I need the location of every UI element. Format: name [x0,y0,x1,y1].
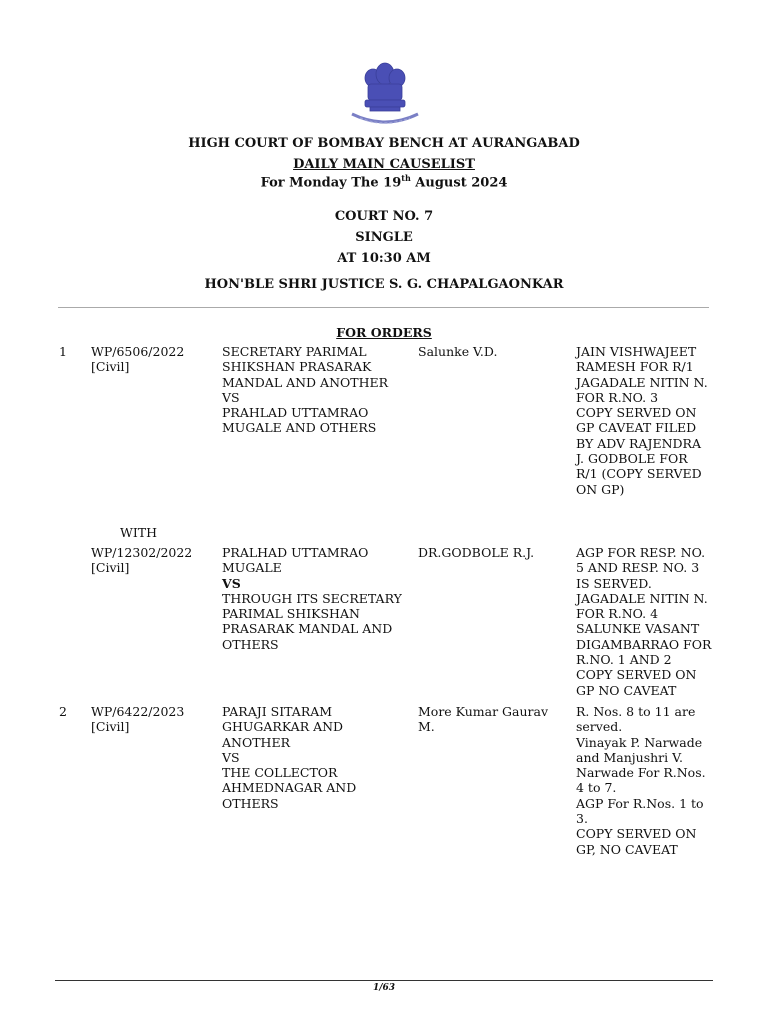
versus-label: VS [222,749,240,765]
hearing-time: AT 10:30 AM [337,251,431,266]
case-serial-number: 1 [59,344,67,359]
petitioner: PRALHAD UTTAMRAO MUGALE [222,545,369,576]
case-parties [222,344,412,436]
versus-label: VS [222,575,241,591]
respondent: THROUGH ITS SECRETARY PARIMAL SHIKSHAN PRASARAK MANDAL AND OTHERS [222,590,402,652]
date-rest: August 2024 [410,175,508,191]
advocate: DR.GODBOLE R.J. [418,545,535,560]
remarks: R. Nos. 8 to 11 are served. Vinayak P. Narwade and Manjushri V. Narwade For R.Nos. 4 to 7. AGP For R.Nos. 1 to 3. COPY SERVED ON GP, NO CAVEAT [576,704,706,857]
case-number: WP/12302/2022 [Civil] [91,545,193,576]
remarks: AGP FOR RESP. NO. 5 AND RESP. NO. 3 IS SERVED. JAGADALE NITIN N. FOR R.NO. 4 SALUNKE VASANT DIGAMBARRAO FOR R.NO. 1 AND 2 COPY SERVED ON GP NO CAVEAT [576,545,712,698]
section-title: FOR ORDERS [336,325,432,340]
remarks: JAIN VISHWAJEET RAMESH FOR R/1 JAGADALE NITIN N. FOR R.NO. 3 COPY SERVED ON GP CAVEAT FILED BY ADV RAJENDRA J. GODBOLE FOR R/1 (COPY SERVED ON GP) [576,344,708,497]
footer-divider [55,980,713,981]
advocate: Salunke V.D. [418,344,498,359]
national-emblem-icon [346,60,424,130]
page-number: 1/63 [372,983,396,993]
causelist-date [0,173,768,190]
versus-label: VS [222,389,240,405]
case-number: WP/6422/2023 [Civil] [91,704,185,735]
date-prefix: For Monday The 19 [260,175,402,191]
respondent: PRAHLAD UTTAMRAO MUGALE AND OTHERS [222,405,377,436]
petitioner: PARAJI SITARAM GHUGARKAR AND ANOTHER [222,704,344,750]
bench-type: SINGLE [355,230,413,245]
with-label: WITH [120,525,158,540]
court-title: HIGH COURT OF BOMBAY BENCH AT AURANGABAD [188,136,580,151]
respondent: THE COLLECTOR AHMEDNAGAR AND OTHERS [222,765,357,811]
case-parties [222,545,412,652]
date-suffix: th [401,173,411,183]
judge-name: HON'BLE SHRI JUSTICE S. G. CHAPALGAONKAR [204,277,564,292]
court-number: COURT NO. 7 [334,209,434,224]
case-serial-number: 2 [59,704,67,719]
case-number: WP/6506/2022 [Civil] [91,344,185,375]
causelist-title: DAILY MAIN CAUSELIST [293,157,475,172]
advocate: More Kumar Gaurav M. [418,704,549,735]
case-parties [222,704,412,811]
petitioner: SECRETARY PARIMAL SHIKSHAN PRASARAK MANDAL AND ANOTHER [222,344,389,390]
header-divider [58,307,709,308]
